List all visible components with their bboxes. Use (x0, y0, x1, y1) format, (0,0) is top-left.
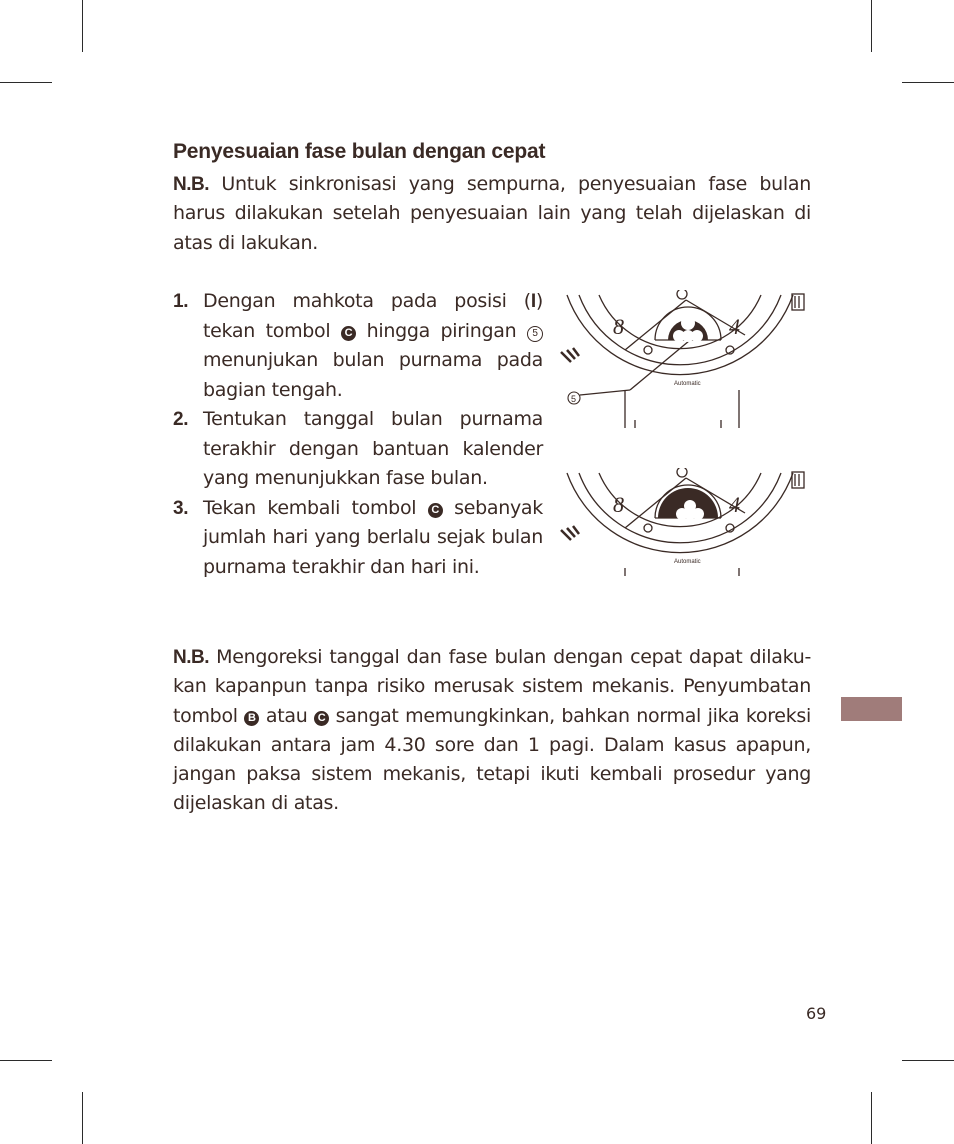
step-text-part: Tekan kembali tombol (203, 496, 417, 519)
section-heading: Penyesuaian fase bulan dengan cepat (173, 140, 546, 163)
dial-brand-text: Automatic (674, 559, 701, 565)
crop-mark (902, 82, 954, 83)
steps-list (173, 287, 543, 582)
page-number: 69 (806, 1004, 827, 1023)
disc-callout: 5 (571, 394, 577, 404)
step-text-part: Dengan mahkota pada posisi ( (203, 290, 531, 312)
dial-numeral-4: 4 (729, 314, 740, 339)
crop-mark (0, 82, 52, 83)
step-item (173, 405, 543, 494)
button-c-icon: C (428, 503, 443, 518)
step-text-part: sebanyak jumlah hari yang berlalu sejak bulan purnama terakhir dan hari ini. (203, 496, 543, 578)
note-paragraph (173, 643, 811, 819)
dial-brand-text: Automatic (674, 381, 701, 387)
step-text (203, 494, 543, 583)
nb-label: N.B. (173, 647, 209, 668)
intro-text: Untuk sinkronisasi yang sempurna, penyesuaian fase bulan harus dilakukan setelah penyesuaian lain yang telah dijelaskan di atas di lakukan. (173, 173, 811, 254)
note-text: sangat memungkinkan, bahkan normal jika koreksi dilakukan antara jam 4.30 sore dan 1 pagi. Dalam kasus apapun, jangan paksa sistem mekanis, tetapi ikuti kembali prosedur yang dijelaskan di atas. (173, 704, 811, 815)
crown-position: I (530, 291, 536, 312)
step-text-part: hingga piringan (366, 319, 517, 342)
crop-mark (902, 1060, 954, 1061)
step-number: 1. (173, 291, 189, 312)
section-tab-marker (841, 697, 902, 721)
dial-numeral-4: 4 (729, 492, 740, 517)
step-item (173, 287, 543, 405)
crop-mark (0, 1060, 52, 1061)
button-b-icon: B (244, 711, 259, 726)
push-arrow-icon (561, 348, 579, 362)
crop-mark (82, 0, 83, 52)
note-text: Mengoreksi tanggal dan fase bulan dengan cepat dapat dilaku-kan kapanpun tanpa risiko merusak sistem mekanis. Penyumbatan tombol (173, 646, 811, 727)
step-text-part: menunjukan bulan purnama pada bagian tengah. (203, 349, 543, 401)
crop-mark (871, 1092, 872, 1144)
step-text (203, 287, 543, 405)
intro-paragraph (173, 170, 811, 258)
watch-figure-adjusted (555, 468, 815, 578)
button-c-icon: C (341, 326, 356, 341)
dial-numeral-8: 8 (613, 314, 624, 339)
step-number: 3. (173, 497, 189, 519)
moon-icon (668, 316, 708, 342)
crop-mark (82, 1092, 83, 1144)
dial-numeral-8: 8 (613, 492, 624, 517)
step-text: Tentukan tanggal bulan purnama terakhir dengan bantuan kalender yang menunjukkan fase bulan. (203, 408, 543, 489)
watch-figure-full-moon (555, 290, 815, 435)
step-item (173, 494, 543, 583)
step-text-part: ) tekan tombol (203, 290, 543, 342)
disc-5-icon: 5 (527, 326, 543, 342)
crop-mark (871, 0, 872, 52)
push-arrow-icon (561, 526, 579, 540)
button-c-icon: C (314, 711, 329, 726)
nb-label: N.B. (173, 174, 209, 195)
step-number: 2. (173, 409, 189, 430)
note-text: atau (265, 704, 308, 727)
